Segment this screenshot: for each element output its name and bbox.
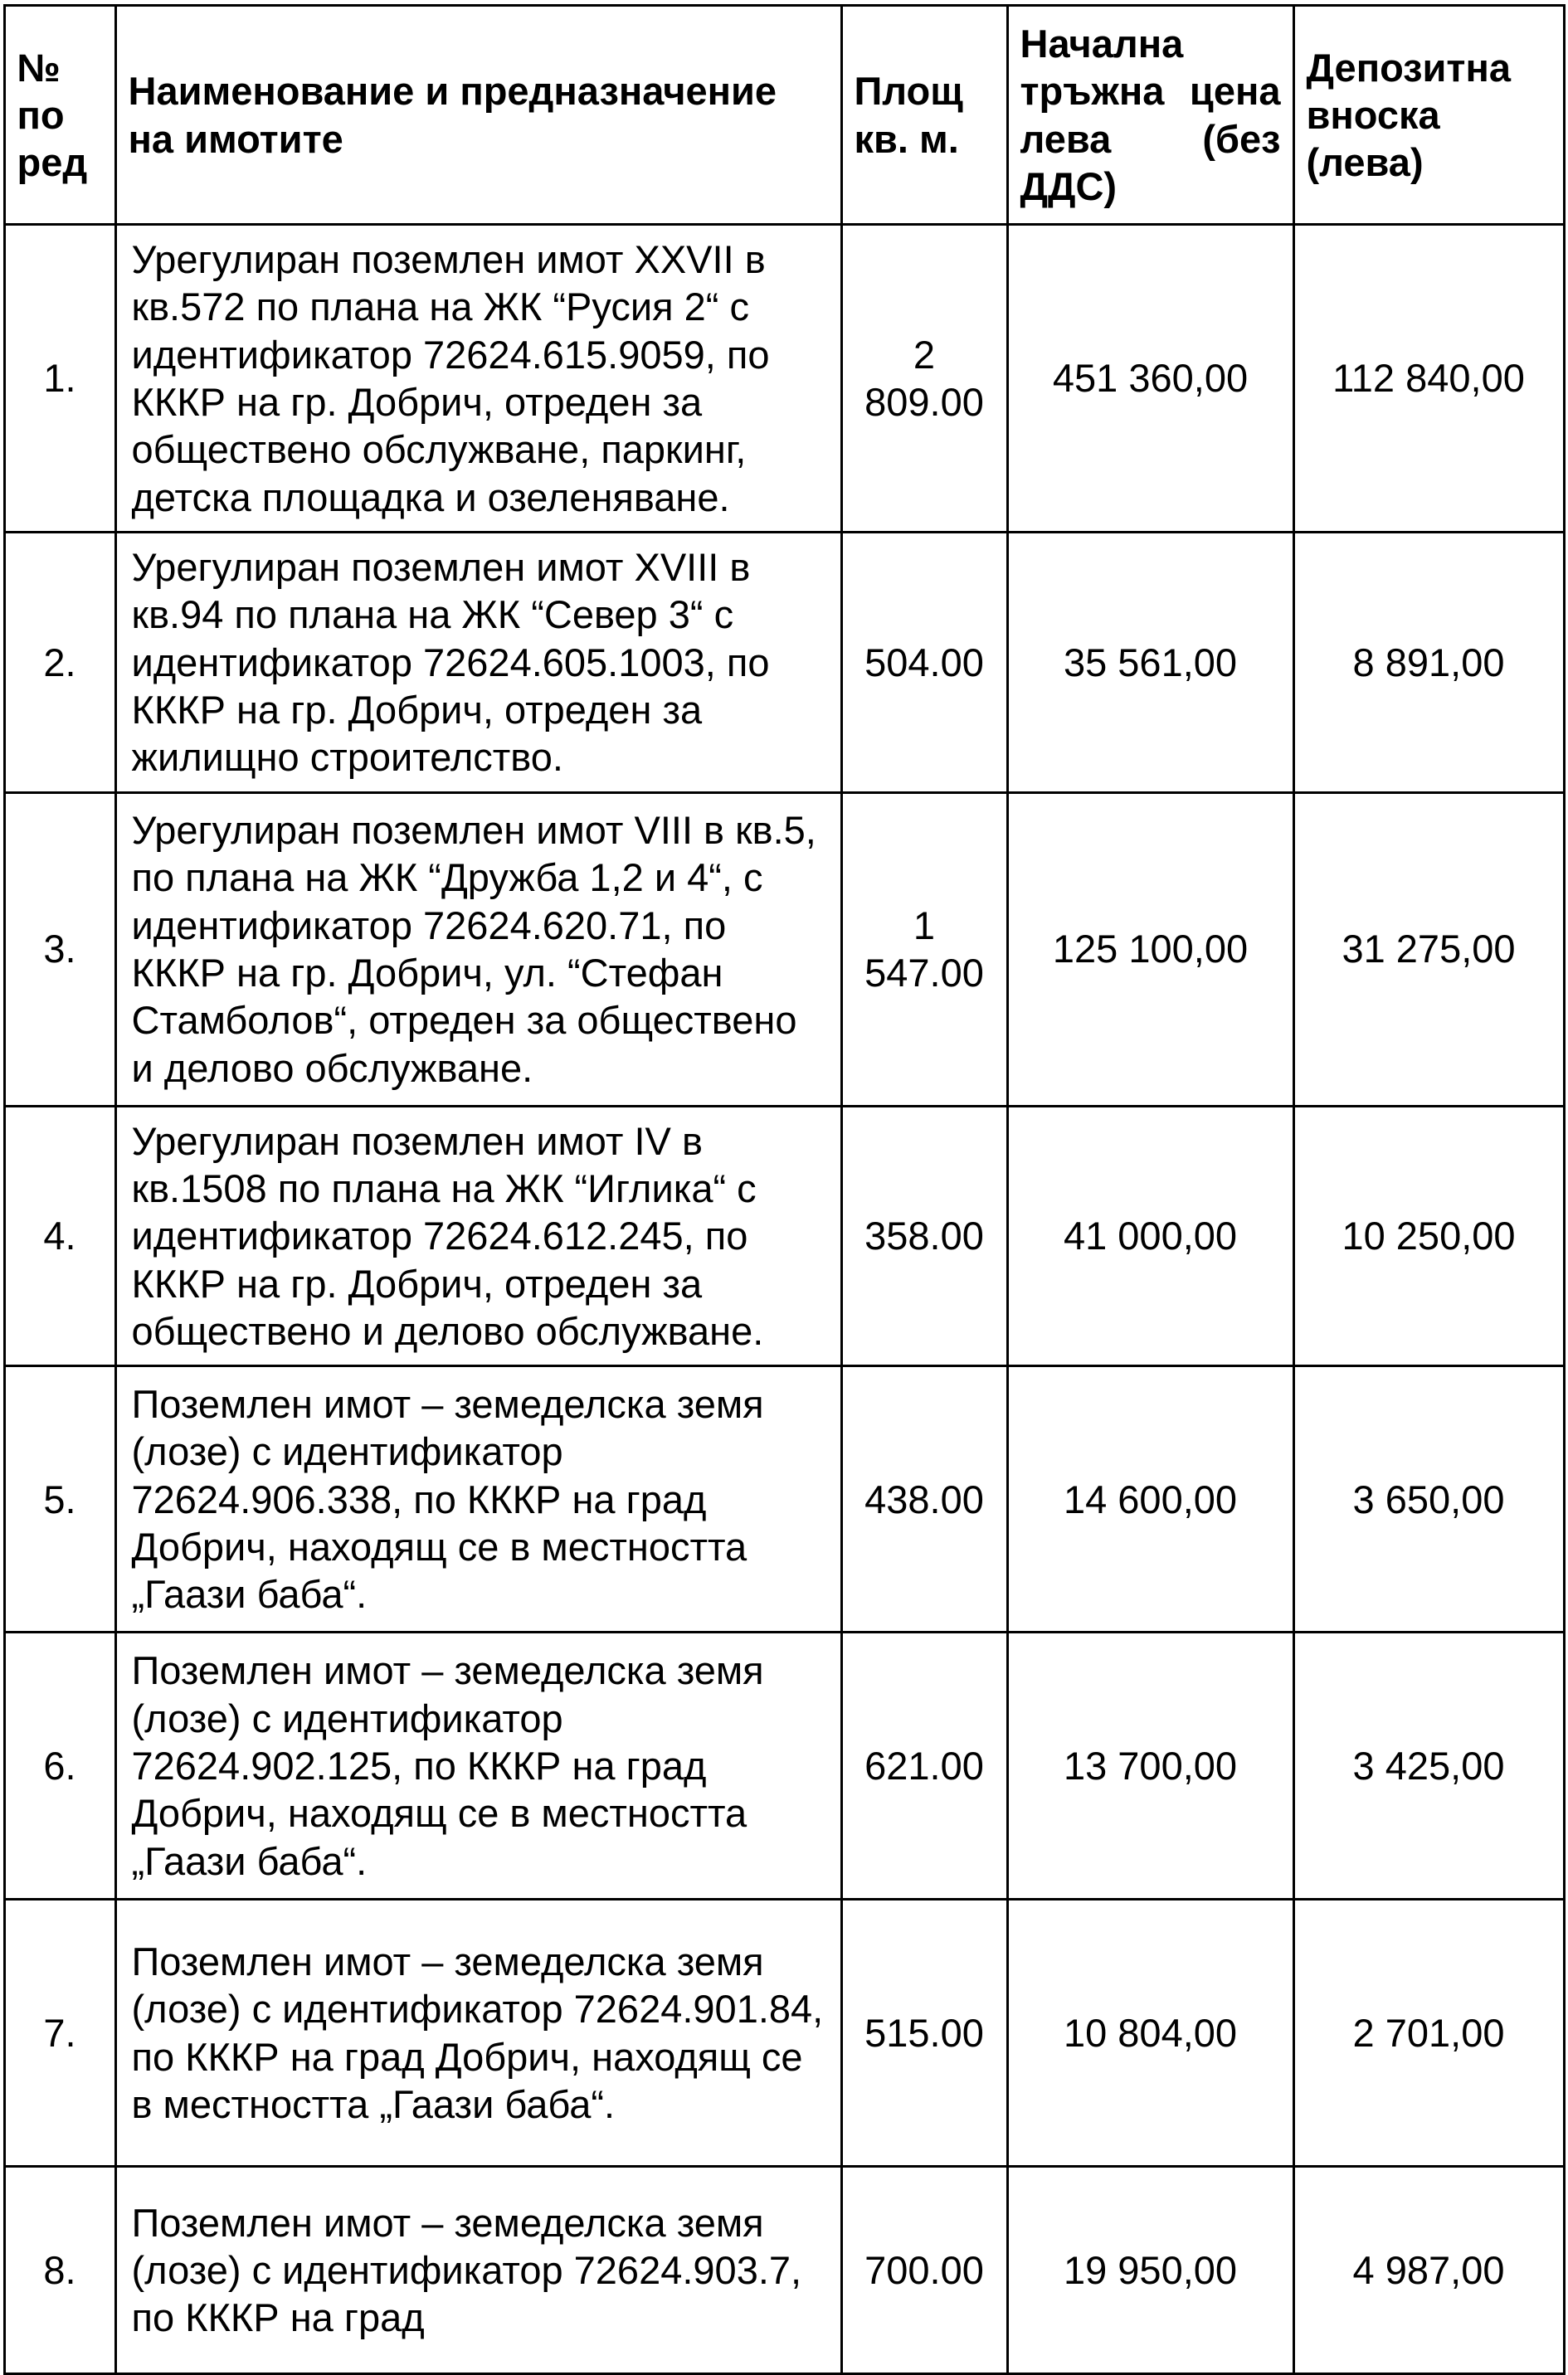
property-description: Урегулиран поземлен имот XXVII в кв.572 по плана на ЖК “Русия 2“ с идентификатор 72624.615.9059, по КККР на гр. Добрич, отреден за обществено обслужване, паркинг, детска площадка и озеленяване. xyxy=(115,225,841,533)
table-row xyxy=(4,1366,1564,1633)
row-number: 4. xyxy=(4,1106,115,1366)
deposit-value: 8 891,00 xyxy=(1293,532,1564,792)
row-number: 7. xyxy=(4,1900,115,2167)
area-value: 2 809.00 xyxy=(841,225,1007,533)
deposit-value: 112 840,00 xyxy=(1293,225,1564,533)
table-row xyxy=(4,532,1564,792)
deposit-value: 3 650,00 xyxy=(1293,1366,1564,1633)
row-number: 5. xyxy=(4,1366,115,1633)
area-value: 700.00 xyxy=(841,2167,1007,2374)
row-number: 3. xyxy=(4,792,115,1106)
deposit-value: 4 987,00 xyxy=(1293,2167,1564,2374)
property-description: Поземлен имот – земеделска земя (лозе) с идентификатор 72624.902.125, по КККР на град Добрич, находящ се в местността „Гаази баба“. xyxy=(115,1633,841,1900)
table-row xyxy=(4,792,1564,1106)
area-value: 1 547.00 xyxy=(841,792,1007,1106)
table-row xyxy=(4,1900,1564,2167)
row-number: 8. xyxy=(4,2167,115,2374)
deposit-value: 10 250,00 xyxy=(1293,1106,1564,1366)
deposit-value: 31 275,00 xyxy=(1293,792,1564,1106)
row-number: 6. xyxy=(4,1633,115,1900)
header-row xyxy=(4,6,1564,225)
deposit-value: 3 425,00 xyxy=(1293,1633,1564,1900)
area-value: 438.00 xyxy=(841,1366,1007,1633)
area-value: 358.00 xyxy=(841,1106,1007,1366)
price-value: 451 360,00 xyxy=(1007,225,1293,533)
header-deposit: Депозитна вноска (лева) xyxy=(1293,6,1564,225)
property-description: Урегулиран поземлен имот IV в кв.1508 по плана на ЖК “Иглика“ с идентификатор 72624.612.245, по КККР на гр. Добрич, отреден за обществено и делово обслужване. xyxy=(115,1106,841,1366)
header-num: № по ред xyxy=(4,6,115,225)
property-description: Поземлен имот – земеделска земя (лозе) с идентификатор 72624.903.7, по КККР на град xyxy=(115,2167,841,2374)
price-value: 13 700,00 xyxy=(1007,1633,1293,1900)
price-value: 125 100,00 xyxy=(1007,792,1293,1106)
property-description: Поземлен имот – земеделска земя (лозе) с идентификатор 72624.901.84, по КККР на град Добрич, находящ се в местността „Гаази баба“. xyxy=(115,1900,841,2167)
area-value: 515.00 xyxy=(841,1900,1007,2167)
table-row xyxy=(4,1633,1564,1900)
property-description: Урегулиран поземлен имот VIII в кв.5, по плана на ЖК “Дружба 1,2 и 4“, с идентификатор 72624.620.71, по КККР на гр. Добрич, ул. “Стефан Стамболов“, отреден за обществено и делово обслужване. xyxy=(115,792,841,1106)
price-value: 10 804,00 xyxy=(1007,1900,1293,2167)
table-row xyxy=(4,225,1564,533)
price-value: 19 950,00 xyxy=(1007,2167,1293,2374)
property-description: Поземлен имот – земеделска земя (лозе) с идентификатор 72624.906.338, по КККР на град Добрич, находящ се в местността „Гаази баба“. xyxy=(115,1366,841,1633)
area-value: 504.00 xyxy=(841,532,1007,792)
properties-table xyxy=(3,4,1566,2375)
price-value: 35 561,00 xyxy=(1007,532,1293,792)
header-area: Площ кв. м. xyxy=(841,6,1007,225)
row-number: 1. xyxy=(4,225,115,533)
price-value: 41 000,00 xyxy=(1007,1106,1293,1366)
property-description: Урегулиран поземлен имот XVIII в кв.94 по плана на ЖК “Север 3“ с идентификатор 72624.605.1003, по КККР на гр. Добрич, отреден за жилищно строителство. xyxy=(115,532,841,792)
header-price: Начална тръжна цена лева (без ДДС) xyxy=(1007,6,1293,225)
row-number: 2. xyxy=(4,532,115,792)
deposit-value: 2 701,00 xyxy=(1293,1900,1564,2167)
table-row xyxy=(4,1106,1564,1366)
area-value: 621.00 xyxy=(841,1633,1007,1900)
table-row xyxy=(4,2167,1564,2374)
price-value: 14 600,00 xyxy=(1007,1366,1293,1633)
header-name: Наименование и предназначение на имотите xyxy=(115,6,841,225)
